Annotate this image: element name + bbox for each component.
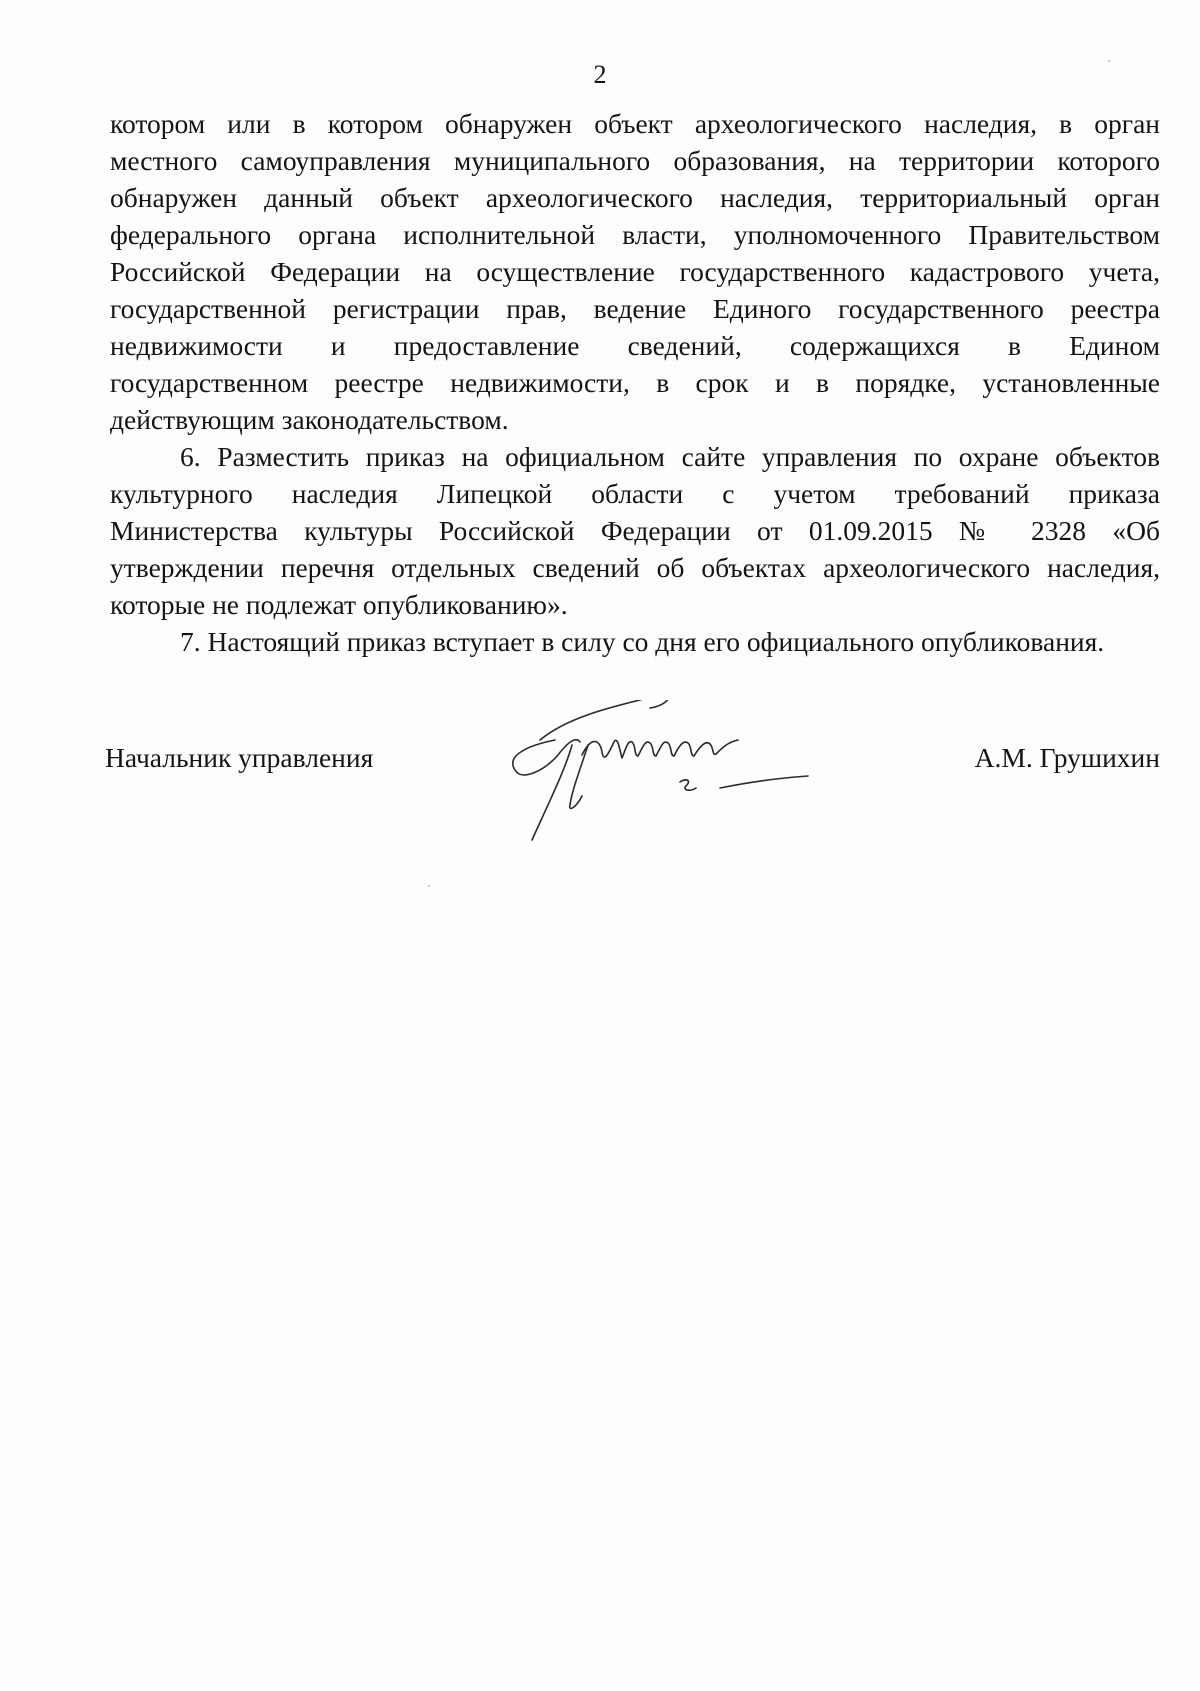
text-line: культурного наследия Липецкой области с учетом требований приказа xyxy=(110,478,1160,509)
text-line: государственном реестре недвижимости, в срок и в порядке, установленные xyxy=(110,367,1160,398)
text-line: государственной регистрации прав, ведение Единого государственного реестра xyxy=(110,293,1160,324)
text-line: федерального органа исполнительной власти, уполномоченного Правительством xyxy=(110,219,1160,250)
paragraph-item-7 xyxy=(110,623,1160,660)
text-line: недвижимости и предоставление сведений, содержащихся в Едином xyxy=(110,330,1160,361)
page-number: 2 xyxy=(593,60,607,89)
text-line: Министерства культуры Российской Федерации от 01.09.2015 № 2328 «Об xyxy=(110,515,1160,546)
paragraph-continuation xyxy=(110,105,1160,438)
paragraph-item-6 xyxy=(110,438,1160,623)
document-body xyxy=(110,105,1160,660)
text-line: местного самоуправления муниципального образования, на территории которого xyxy=(110,145,1160,176)
text-line: 7. Настоящий приказ вступает в силу со дня его официального опубликования. xyxy=(180,626,1105,657)
text-line: обнаружен данный объект археологического наследия, территориальный орган xyxy=(110,182,1160,213)
scan-speck xyxy=(428,885,430,887)
text-line: утверждении перечня отдельных сведений об объектах археологического наследия, xyxy=(110,552,1160,583)
handwritten-signature xyxy=(510,700,870,860)
scan-speck xyxy=(1108,60,1110,62)
text-line: котором или в котором обнаружен объект археологического наследия, в орган xyxy=(110,108,1160,139)
text-line: действующим законодательством. xyxy=(110,404,509,435)
signatory-name: А.М. Грушихин xyxy=(974,742,1160,773)
text-line: которые не подлежат опубликованию». xyxy=(110,589,568,620)
text-line: 6. Разместить приказ на официальном сайте управления по охране объектов xyxy=(180,441,1160,472)
signatory-position: Начальник управления xyxy=(105,742,374,773)
text-line: Российской Федерации на осуществление государственного кадастрового учета, xyxy=(110,256,1160,287)
